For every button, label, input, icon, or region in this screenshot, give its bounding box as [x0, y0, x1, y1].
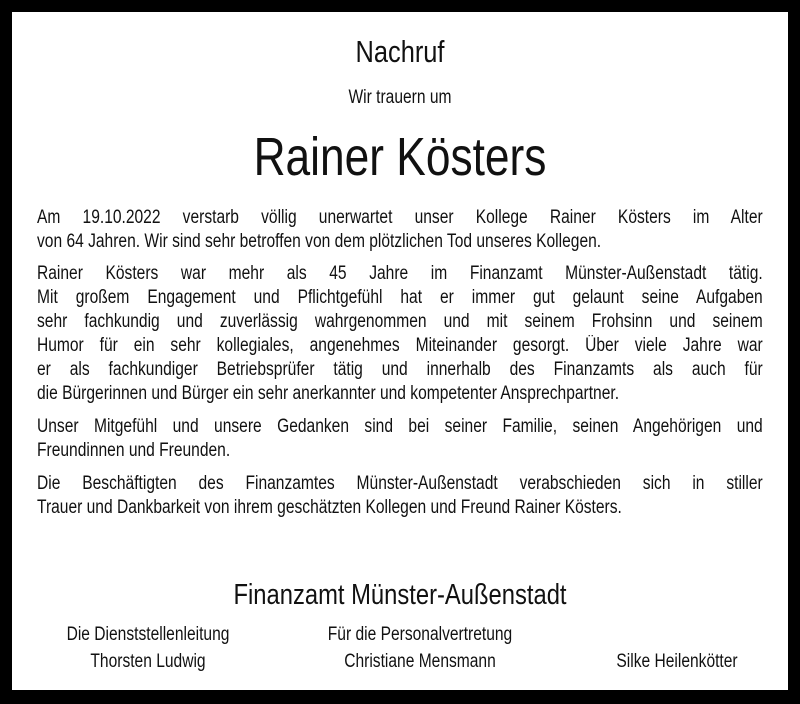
paragraph-line: Am 19.10.2022 verstarb völlig unerwartet unser Kollege Rainer Kösters im Alter	[37, 207, 763, 228]
notice-title: Nachruf	[355, 34, 445, 69]
paragraph-line: die Bürgerinnen und Bürger ein sehr anerkannter und kompetenter Ansprechpartner.	[37, 383, 620, 404]
signature-role-1: Die Dienststellenleitung	[66, 624, 230, 645]
paragraph-line: sehr fachkundig und zuverlässig wahrgenommen und mit seinem Frohsinn und seinem	[37, 311, 763, 332]
paragraph-line: Humor für ein sehr kollegiales, angenehmes Miteinander gesorgt. Über viele Jahre war	[37, 335, 763, 356]
paragraph-line: er als fachkundiger Betriebsprüfer tätig und innerhalb des Finanzamts als auch für	[37, 359, 763, 380]
paragraph-line: Mit großem Engagement und Pflichtgefühl hat er immer gut gelaunt seine Aufgaben	[37, 287, 763, 308]
deceased-name: Rainer Kösters	[253, 127, 547, 187]
paragraph-line: Freundinnen und Freunden.	[37, 440, 231, 461]
signature-name-1: Thorsten Ludwig	[90, 651, 206, 672]
signature-role-2: Für die Personalvertretung	[327, 624, 513, 645]
signature-name-2: Christiane Mensmann	[344, 651, 496, 672]
notice-subtitle: Wir trauern um	[348, 87, 452, 108]
paragraph-line: von 64 Jahren. Wir sind sehr betroffen von dem plötzlichen Tod unseres Kollegen.	[37, 231, 602, 252]
signature-name-3: Silke Heilenkötter	[616, 651, 738, 672]
obituary-notice	[12, 12, 788, 690]
paragraph-line: Unser Mitgefühl und unsere Gedanken sind bei seiner Familie, seinen Angehörigen und	[37, 416, 763, 437]
paragraph-line: Trauer und Dankbarkeit von ihrem geschätzten Kollegen und Freund Rainer Kösters.	[37, 497, 622, 518]
paragraph-line: Rainer Kösters war mehr als 45 Jahre im Finanzamt Münster-Außenstadt tätig.	[37, 263, 763, 284]
paragraph-line: Die Beschäftigten des Finanzamtes Münster-Außenstadt verabschieden sich in stiller	[37, 473, 763, 494]
organization-name: Finanzamt Münster-Außenstadt	[233, 579, 567, 611]
